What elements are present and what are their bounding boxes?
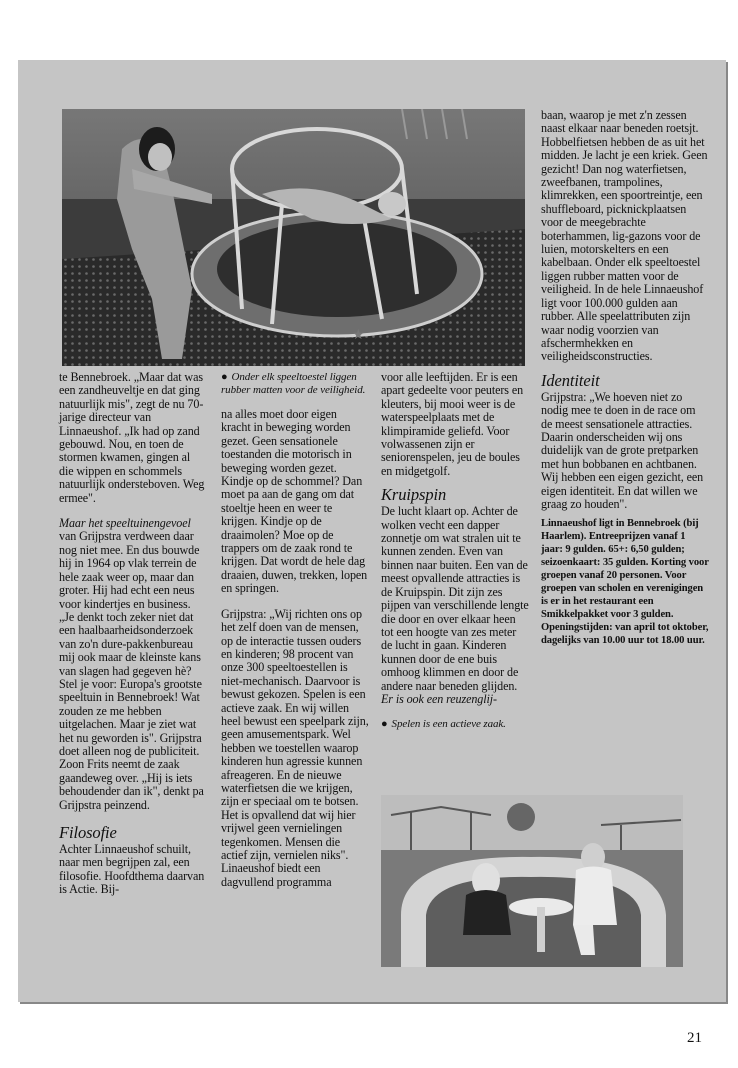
column-3 [381,371,529,743]
col3-paragraph-1: voor alle leeftijden. Er is een apart gedeelte voor peuters en kleuters, bij mooi weer is de waterspeelplaats met de klimpiramide geliefd. Voor volwassenen zijn er seniorenspelen, jeu de boules en midgetgolf. [381,370,524,478]
photo-caption-2 [381,718,529,731]
playground-seat-image [381,795,683,967]
bottom-photo [381,795,683,967]
col2-paragraph-1: na alles moet door eigen kracht in beweging worden gezet. Geen sensationele toestanden die motorisch in beweging worden gezet. Kindje op de schommel? Dan moet pa aan de gang om dat stoeltje heen en weer te krijgen. Kindje op de draaimolen? Moe op de trappers om de zaak rond te krijgen. Dat wordt de hele dag draaien, duwen, trekken, lopen en springen. [221,407,368,596]
heading-filosofie: Filosofie [59,823,117,842]
bullet-icon: ● [221,371,228,383]
info-box: Linnaeushof ligt in Bennebroek (bij Haarlem). Entreeprijzen vanaf 1 jaar: 9 gulden. 65+: 6,50 gulden; seizoenkaart: 35 gulden. Korting voor groepen vanaf 20 personen. Voor groepen van scholen en verenigingen is er in het restaurant een Smikkelpakket voor 3 gulden. Openingstijden: van april tot oktober, dagelijks van 10.00 uur tot 18.00 uur. [541,518,709,647]
heading-kruipspin: Kruipspin [381,485,447,505]
col1-paragraph-1: te Bennebroek. „Maar dat was een zandheuveltje en dat ging natuurlijk mis", zegt de nu 70-jarige directeur van Linnaeushof. „Ik had op zand gebouwd. Nou, en toen de stormen kwamen, gingen al die wippen en schommels natuurlijk ondersteboven. Weg ermee". [59,370,205,505]
caption-1-text: Onder elk speeltoestel liggen rubber matten voor de veiligheid. [221,371,366,396]
col1-paragraph-2-text: van Grijpstra verdween daar nog niet mee. En dus bouwde hij in 1964 op vlak terrein de hele zaak weer op, maar dan groter. Hij had echt een neus voor kindertjes en business. „Je denkt toch zeker niet dat een haalbaarheidsonderzoek van zo'n dure-pakkenbureau mij ook maar de kleinste kans van slagen had gegeven hè? Stel je voor: Europa's grootste speeltuin in Bennebroek! Wat zouden ze me hebben uitgelachen. Maar je ziet wat het nu geworden is". Grijpstra doet alleen nog de publiciteit. Zoon Frits neemt de zaak gaandeweg over. „Hij is iets behoudender dan ik", denkt pa Grijpstra peinzend. [59,529,204,812]
col1-paragraph-3: Achter Linnaeushof schuilt, naar men begrijpen zal, een filosofie. Hoofdthema daarvan is Actie. Bij- [59,842,205,897]
column-1 [59,371,207,897]
bullet-icon: ● [381,718,388,731]
col3-paragraph-2: De lucht klaart op. Achter de wolken vecht een dapper zonnetje om wat stralen uit te kunnen zenden. Even van binnen naar buiten. Een van de meest opvallende attracties is de Kruipspin. Dit zijn zes pijpen van verschillende lengte die door en over elkaar heen tot een hoogte van zes meter de lucht in gaan. Kinderen kunnen door de ene buis omhoog klimmen en door de andere naar beneden glijden. [381,504,529,693]
heading-identiteit: Identiteit [541,370,600,390]
col4-paragraph-2: Grijpstra: „We hoeven niet zo nodig mee te doen in de race om de meest sensationele attracties. Daarin onderscheiden wij ons duidelijk van de grote pretparken met hun bobbanen en achtbanen. Wij hebben een eigen gezicht, een eigen identiteit. En dat willen we graag zo houden". [541,389,704,511]
col3-paragraph-3: Er is ook een reuzenglij- [381,691,497,706]
top-photo [62,109,525,366]
merry-go-round-image [62,109,525,366]
svg-text:★: ★ [352,327,365,343]
photo-caption-1 [221,371,369,396]
page-number: 21 [687,1030,702,1046]
col1-paragraph-2 [59,517,207,812]
col2-paragraph-3: Linaeushof biedt een dagvullend programma [221,861,332,889]
column-2 [221,371,369,889]
column-4 [541,109,709,647]
col4-paragraph-1: baan, waarop je met z'n zessen naast elkaar naar beneden roetsjt. Hobbelfietsen hebben de as uit het midden. Je lacht je een kriek. Geen gezicht! Dan nog waterfietsen, zweefbanen, trampolines, klimrekken, een spoortreintje, een shuffleboard, picknickplaatsen voor de meegebrachte boterhammen, lig-gazons voor de luien, motorskelters en een kabelbaan. Onder elk speeltoestel liggen rubber matten voor de veiligheid. In de hele Linnaeushof ligt voor 100.000 gulden aan rubber. Alle speelattributen zijn waar nodig voorzien van afschermhekken en veiligheidsconstructies. [541,108,708,364]
magazine-page [18,60,726,1046]
col2-paragraph-2: Grijpstra: „Wij richten ons op het zelf doen van de mensen, op de interactie tussen ouders en kinderen; 98 procent van onze 300 speeltoestellen is niet-mechanisch. Daarvoor is bewust gekozen. Spelen is een actieve zaak. En wij willen heel bewust een speelpark zijn, geen amusementspark. Wel hebben we toestellen waarop kinderen hun agressie kunnen afreageren. En de nieuwe waterfietsen die we krijgen, zijn er speciaal om te botsen. Het is opvallend dat wij hier vrijwel geen vernielingen tegenkomen. Mensen die actief zijn, vernielen niks". [221,606,369,862]
col1-paragraph-2-italic: Maar het speeltuinengevoel [59,516,191,531]
caption-2-text: Spelen is een actieve zaak. [391,718,506,731]
